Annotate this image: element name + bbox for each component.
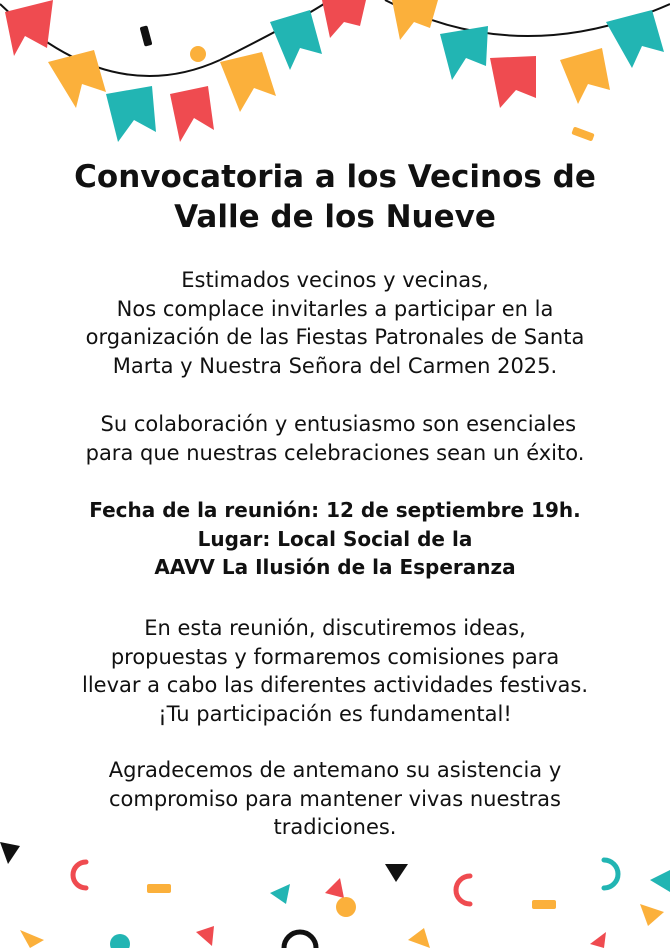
confetti-triangle xyxy=(385,864,408,882)
bunting-flag xyxy=(48,50,106,108)
confetti-dot xyxy=(110,934,130,948)
bunting-flag xyxy=(322,0,366,38)
confetti-triangle xyxy=(0,842,20,864)
meeting-place: Lugar: Local Social de la xyxy=(197,526,473,551)
meeting-place-name: AAVV La Ilusión de la Esperanza xyxy=(154,555,516,579)
confetti-triangle xyxy=(650,870,670,892)
page-title xyxy=(0,157,670,237)
confetti-piece xyxy=(571,126,594,141)
bunting-garland xyxy=(0,0,670,150)
confetti-triangle xyxy=(196,926,214,946)
collaboration-line: para que nuestras celebraciones sean un éxito. xyxy=(85,440,585,465)
bunting-flag xyxy=(560,48,610,104)
collaboration-line: Su colaboración y entusiasmo son esenciales xyxy=(93,412,577,436)
agenda-line: llevar a cabo las diferentes actividades festivas. xyxy=(81,673,589,697)
thanks-line: compromiso para mantener vivas nuestras xyxy=(109,786,561,811)
bunting-flag xyxy=(5,0,53,56)
title-line: Convocatoria a los Vecinos de xyxy=(74,159,596,195)
thanks-line: Agradecemos de antemano su asistencia y xyxy=(108,758,562,782)
greeting-line: Estimados vecinos y vecinas, xyxy=(181,268,489,292)
confetti-piece xyxy=(140,25,153,46)
confetti-triangle xyxy=(640,904,664,926)
bunting-flag xyxy=(220,52,276,112)
greeting-line: Nos complace invitarles a participar en la xyxy=(116,296,554,321)
bunting-flag xyxy=(440,26,488,80)
confetti-dot xyxy=(336,897,356,917)
bunting-flag xyxy=(606,10,664,68)
confetti-bar xyxy=(147,884,171,893)
confetti-arc xyxy=(73,862,86,888)
collaboration-paragraph xyxy=(0,410,670,467)
confetti-triangle xyxy=(270,884,290,904)
confetti-bar xyxy=(532,900,556,909)
thanks-line: tradiciones. xyxy=(273,815,397,839)
agenda-line: propuestas y formaremos comisiones para xyxy=(110,644,560,669)
bunting-flag xyxy=(270,10,322,70)
confetti-triangle xyxy=(590,932,606,948)
greeting-line: organización de las Fiestas Patronales de Santa xyxy=(85,325,585,349)
confetti-triangle xyxy=(20,930,44,948)
greeting-line: Marta y Nuestra Señora del Carmen 2025. xyxy=(112,353,558,378)
confetti-arc xyxy=(604,860,618,888)
meeting-details xyxy=(0,496,670,582)
bunting-flag xyxy=(106,86,156,142)
confetti-arc xyxy=(456,876,470,904)
confetti-piece xyxy=(190,46,206,62)
confetti-triangle xyxy=(325,878,344,898)
greeting-paragraph xyxy=(0,266,670,380)
confetti-decoration xyxy=(0,830,670,948)
bunting-flag xyxy=(490,56,536,108)
confetti-triangle xyxy=(408,928,430,948)
confetti-arc xyxy=(284,932,316,948)
agenda-line: En esta reunión, discutiremos ideas, xyxy=(144,616,526,640)
bunting-flag xyxy=(170,86,214,142)
agenda-paragraph xyxy=(0,614,670,728)
agenda-line: ¡Tu participación es fundamental! xyxy=(158,701,512,726)
bunting-flag xyxy=(392,0,438,40)
meeting-date: Fecha de la reunión: 12 de septiembre 19h. xyxy=(89,498,581,522)
thanks-paragraph xyxy=(0,756,670,842)
title-line: Valle de los Nueve xyxy=(174,199,496,235)
